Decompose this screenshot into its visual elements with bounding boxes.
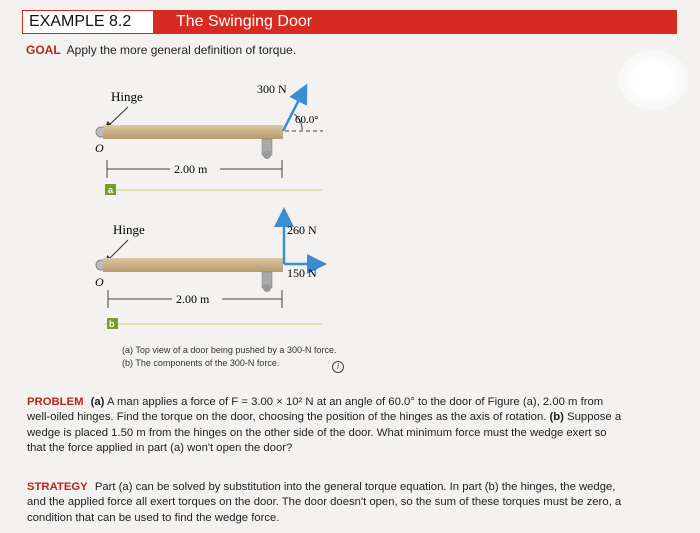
problem-part-a-text: A man applies a force of F = 3.00 × 10² N at an angle of 60.0° to the door of Figure (a), 2.00 m from well-oiled hinges. Find the torque on the door, choosing the position of the hinges as the axis of rotation. [27,396,604,424]
goal-text: Apply the more general definition of torque. [66,43,297,57]
example-title: The Swinging Door [176,13,313,30]
problem-paragraph [27,395,627,457]
panel-letter-a: a [108,185,114,195]
strategy-paragraph [27,480,627,526]
origin-label-b: O [95,275,104,289]
problem-part-b-text: Suppose a wedge is placed 1.50 m from the hinges on the other side of the door. What minimum force must the wedge exert so that the force applied in part (a) won't open the door? [27,411,622,455]
problem-part-a-marker: (a) [90,396,105,408]
strategy-text: Part (a) can be solved by substitution into the general torque equation. In part (b) the hinges, the wedge, and the applied force all exert torques on the door. The door doesn't open, so the sum of these torques must be zero, a condition that can be used to find the wedge force. [27,481,622,524]
problem-part-b-marker: (b) [549,411,564,424]
knob-base-b [263,284,271,292]
panel-a [95,82,323,195]
info-icon[interactable]: i [332,361,344,373]
example-number-label: EXAMPLE 8.2 [22,10,154,34]
distance-label-b: 2.00 m [176,292,210,306]
door-b [103,258,283,272]
vertical-component-label: 260 N [287,223,317,237]
force-label-a: 300 N [257,82,287,96]
distance-label-a: 2.00 m [174,162,208,176]
panel-b [95,212,322,329]
door-a [103,125,283,139]
horizontal-component-label: 150 N [287,266,317,280]
hinge-label-a: Hinge [111,89,143,104]
hinge-label-b: Hinge [113,222,145,237]
goal-label: GOAL [26,43,61,57]
strategy-label: STRATEGY [27,481,88,493]
knob-base-a [263,151,271,159]
hinge-pointer-a [106,107,128,128]
origin-label-a: O [95,141,104,155]
problem-label: PROBLEM [27,396,84,408]
figure-caption: (a) Top view of a door being pushed by a 300-N force. (b) The components of the 300-N force. [122,345,337,368]
panel-letter-b: b [109,319,115,329]
angle-label-a: 60.0° [295,114,319,126]
